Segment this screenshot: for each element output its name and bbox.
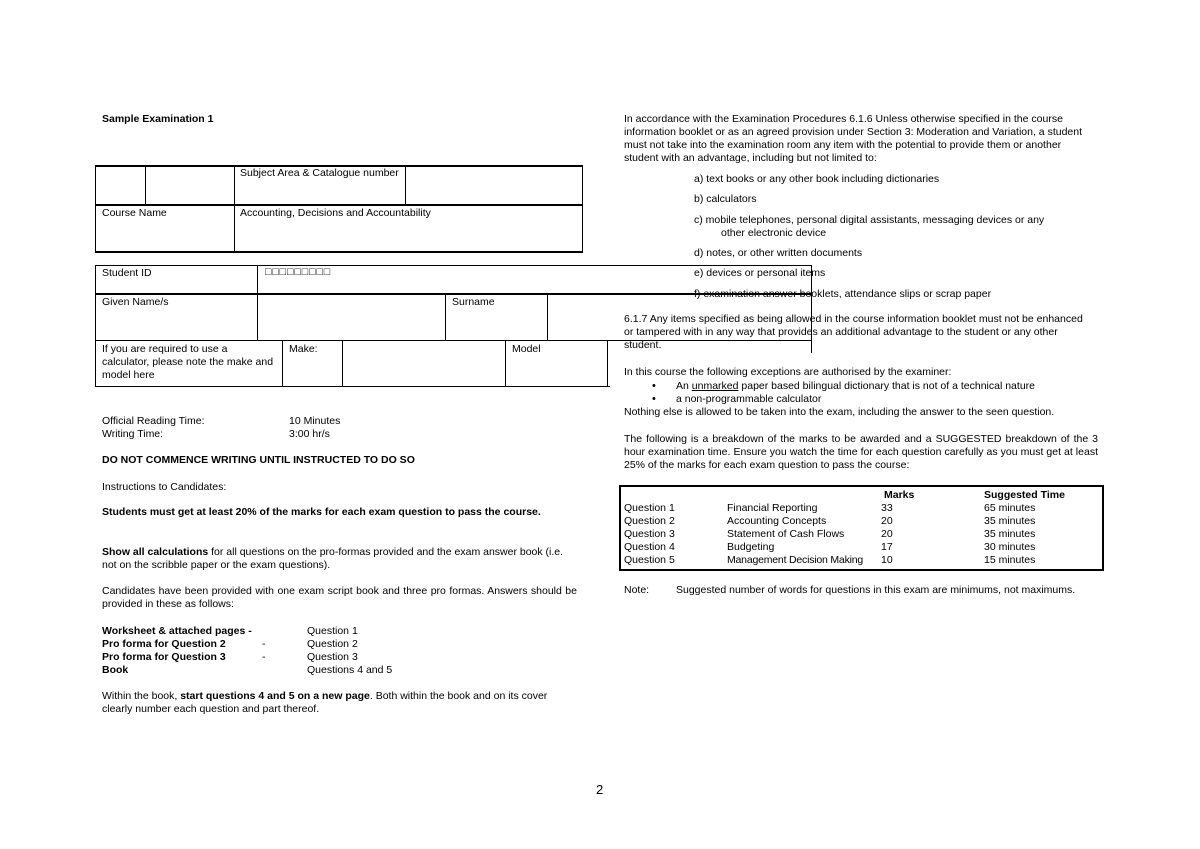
reading-time-value: 10 Minutes <box>289 415 341 427</box>
exam-title: Sample Examination 1 <box>102 113 214 125</box>
exception-text: a non-programmable calculator <box>676 393 822 405</box>
show-calculations-text <box>102 546 574 572</box>
note-label: Note: <box>624 584 650 596</box>
student-id-label: Student ID <box>102 267 152 279</box>
table-row-topic: Budgeting <box>727 541 775 553</box>
course-name-value: Accounting, Decisions and Accountability <box>240 207 431 219</box>
table-row-question: Question 5 <box>624 554 675 566</box>
item-b: b) calculators <box>694 193 757 205</box>
do-not-commence: DO NOT COMMENCE WRITING UNTIL INSTRUCTED TO DO SO <box>102 454 415 466</box>
table-row-topic: Financial Reporting <box>727 502 818 514</box>
table-row-question: Question 4 <box>624 541 675 553</box>
course-name-label: Course Name <box>102 207 167 219</box>
within-pre: Within the book, <box>102 690 181 702</box>
marks-header: Marks <box>884 489 915 501</box>
given-name-label: Given Name/s <box>102 296 169 308</box>
breakdown-text: The following is a breakdown of the marks to be awarded and a SUGGESTED breakdown of the 3 hour examination time. Ensure you watch the time for each question carefully as you must get at least 25% of the marks for each exam question to pass the course: <box>624 433 1098 471</box>
exception-item <box>624 380 1094 393</box>
show-calculations-bold: Show all calculations <box>102 546 209 558</box>
table-row-topic: Statement of Cash Flows <box>727 528 845 540</box>
item-a: a) text books or any other book including dictionaries <box>694 173 940 185</box>
table-row-question: Question 3 <box>624 528 675 540</box>
exception-text: paper based bilingual dictionary that is not of a technical nature <box>738 380 1035 392</box>
answer-value: Question 3 <box>307 651 358 663</box>
calculator-note-label: If you are required to use a calculator, please note the make and model here <box>102 343 274 381</box>
writing-time-label: Writing Time: <box>102 428 164 440</box>
exception-underlined: unmarked <box>691 380 739 392</box>
table-row-question: Question 1 <box>624 502 675 514</box>
note-text: Suggested number of words for questions in this exam are minimums, not maximums. <box>676 584 1076 596</box>
provided-text: Candidates have been provided with one exam script book and three pro formas. Answers should be provided in these as follows: <box>102 585 577 610</box>
writing-time-value: 3:00 hr/s <box>289 428 330 440</box>
answer-label: Pro forma for Question 2 <box>102 638 226 650</box>
model-label: Model <box>512 343 541 355</box>
student-id-boxes: □□□□□□□□□ <box>265 266 332 278</box>
item-d: d) notes, or other written documents <box>694 247 863 259</box>
within-book-text <box>102 690 577 716</box>
table-row-marks: 20 <box>881 515 893 527</box>
make-label: Make: <box>289 343 318 355</box>
time-header: Suggested Time <box>984 489 1065 501</box>
answer-label: Worksheet & attached pages - <box>102 625 252 637</box>
nothing-else: Nothing else is allowed to be taken into the exam, including the answer to the seen question. <box>624 406 1055 418</box>
within-bold: start questions 4 and 5 on a new page <box>180 690 370 702</box>
answer-label: Pro forma for Question 3 <box>102 651 226 663</box>
table-row-topic: Accounting Concepts <box>727 515 827 527</box>
exceptions-list <box>624 380 1094 406</box>
show-calculations-rest: for all questions on the pro-formas provided and the exam answer book (i.e. not on the scribble paper or the exam questions). <box>102 546 564 571</box>
item-c: c) mobile telephones, personal digital assistants, messaging devices or any <box>694 214 1045 226</box>
table-row-time: 15 minutes <box>984 554 1036 566</box>
exception-item <box>624 393 1094 406</box>
surname-label: Surname <box>452 296 495 308</box>
table-row-time: 35 minutes <box>984 515 1036 527</box>
item-e: e) devices or personal items <box>694 267 826 279</box>
exception-text: An <box>676 380 692 392</box>
table-row-marks: 33 <box>881 502 893 514</box>
table-row-marks: 10 <box>881 554 893 566</box>
answer-value: Question 2 <box>307 638 358 650</box>
reading-time-label: Official Reading Time: <box>102 415 205 427</box>
table-row-marks: 17 <box>881 541 893 553</box>
pass-requirement: Students must get at least 20% of the marks for each exam question to pass the course. <box>102 506 541 518</box>
answer-label: Book <box>102 664 129 676</box>
table-row-time: 35 minutes <box>984 528 1036 540</box>
item-c-cont: other electronic device <box>721 227 827 239</box>
answer-value: Questions 4 and 5 <box>307 664 393 676</box>
within-post: . Both within the book and on its cover clearly number each question and part thereof. <box>102 690 548 715</box>
answer-value: Question 1 <box>307 625 358 637</box>
table-row-marks: 20 <box>881 528 893 540</box>
page-number: 2 <box>596 782 604 797</box>
procedures-intro: In accordance with the Examination Procedures 6.1.6 Unless otherwise specified in the course information booklet or as an agreed provision under Section 3: Moderation and Variation, a student must not take into the examination room any item with the potential to provide them or another student with an advantage, including but not limited to: <box>624 113 1083 164</box>
subject-area-label: Subject Area & Catalogue number <box>240 167 399 179</box>
exceptions-intro: In this course the following exceptions are authorised by the examiner: <box>624 366 952 378</box>
table-row-time: 65 minutes <box>984 502 1036 514</box>
marks-table <box>619 485 1104 571</box>
answer-dash: - <box>262 651 266 663</box>
rule-6-1-7: 6.1.7 Any items specified as being allowed in the course information booklet must not be enhanced or tampered with in any way that provides an additional advantage to the student or any other student. <box>624 313 1083 351</box>
table-row-time: 30 minutes <box>984 541 1036 553</box>
instructions-heading: Instructions to Candidates: <box>102 481 227 493</box>
table-row-topic: Management Decision Making <box>727 554 864 566</box>
table-row-question: Question 2 <box>624 515 675 527</box>
answer-dash: - <box>262 638 266 650</box>
item-f: f) examination answer booklets, attendance slips or scrap paper <box>694 288 992 300</box>
